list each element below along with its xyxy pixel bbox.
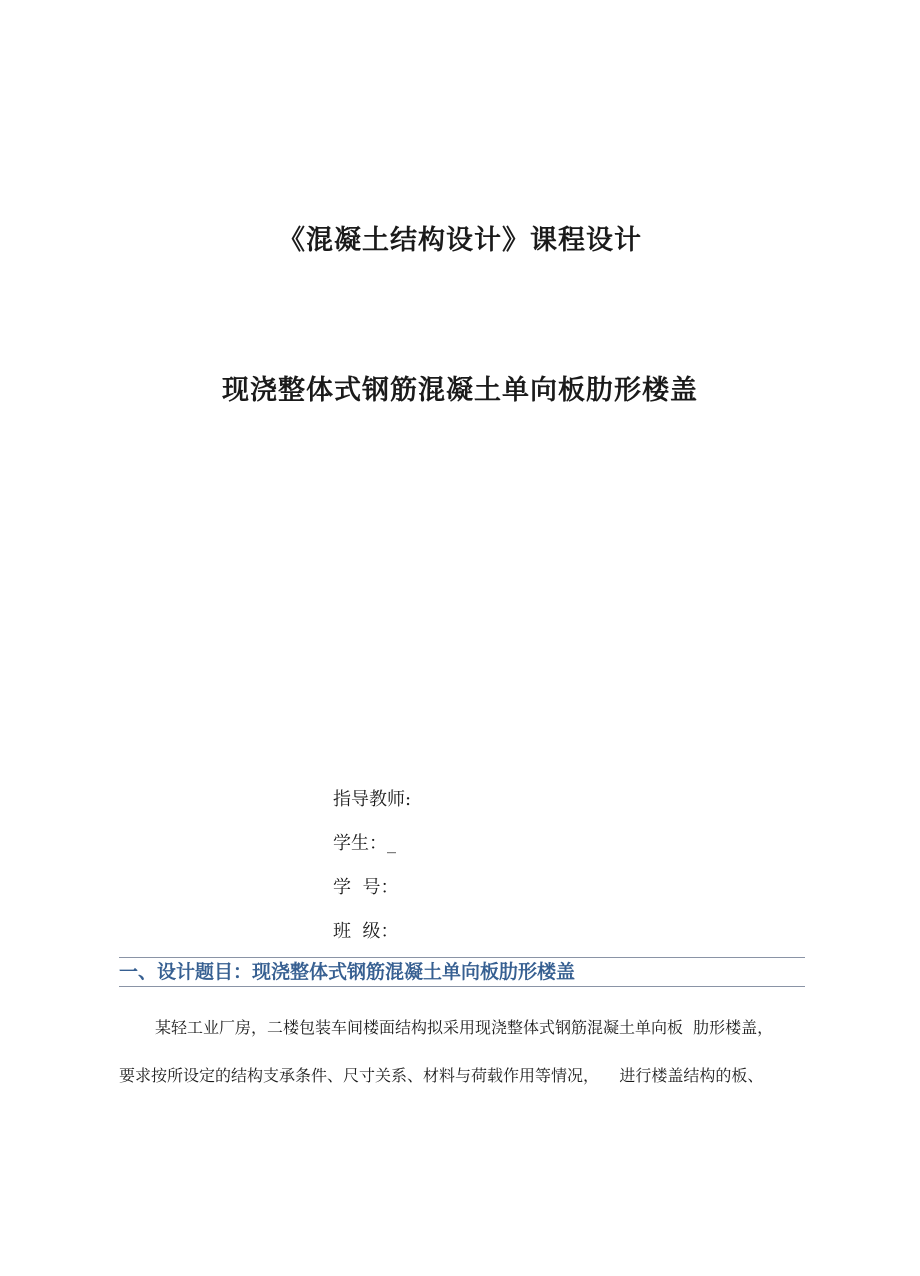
teacher-label: 指导教师: xyxy=(333,789,412,810)
paragraph-line: 要求按所设定的结构支承条件、尺寸关系、材料与荷载作用等情况， 进行楼盖结构的板、 xyxy=(119,1066,764,1085)
body-paragraph xyxy=(119,1016,809,1088)
paragraph-line: 某轻工业厂房，二楼包装车间楼面结构拟采用现浇整体式钢筋混凝土单向板 肋形楼盖， xyxy=(155,1018,774,1037)
student-label: 学生：_ xyxy=(333,833,396,854)
project-title: 现浇整体式钢筋混凝土单向板肋形楼盖 xyxy=(222,375,698,406)
course-title: 《混凝土结构设计》课程设计 xyxy=(278,225,642,256)
section-heading: 一、设计题目：现浇整体式钢筋混凝土单向板肋形楼盖 xyxy=(119,957,805,987)
student-id-label: 学 号： xyxy=(333,877,399,898)
student-info-block xyxy=(333,790,411,942)
class-label: 班 级： xyxy=(333,921,399,942)
